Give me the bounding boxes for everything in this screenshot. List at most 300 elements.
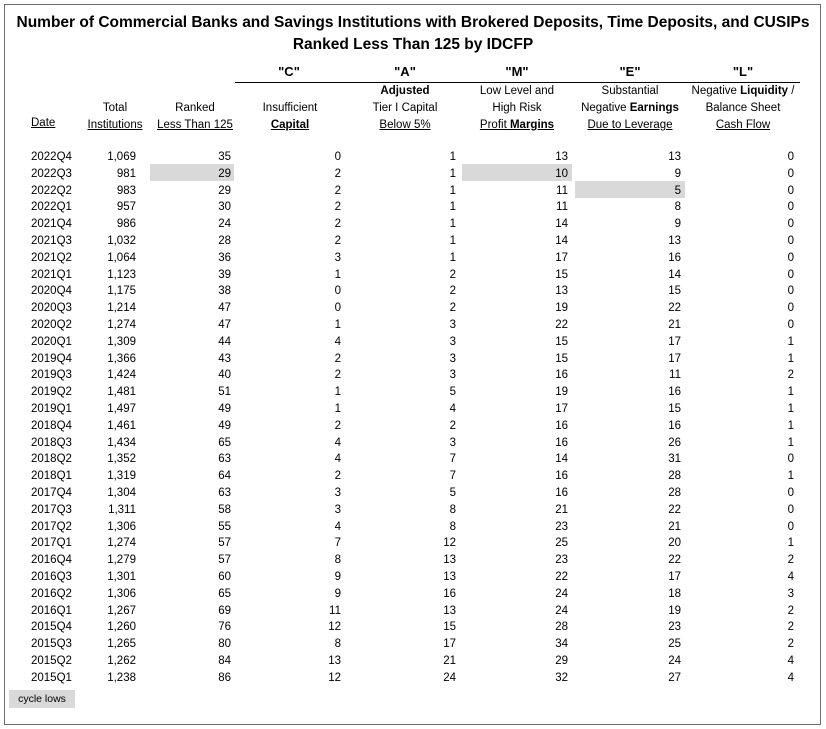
table-row (0, 401, 826, 418)
cell-c: 2 (334, 369, 341, 382)
cell-c: 3 (334, 503, 341, 516)
cell-c: 3 (334, 486, 341, 499)
cell-ranked: 28 (218, 234, 231, 247)
cell-l: 0 (787, 486, 794, 499)
cell-ranked: 49 (218, 402, 231, 415)
table-row (0, 199, 826, 216)
cell-m: 24 (555, 587, 568, 600)
cell-e: 16 (668, 251, 681, 264)
cell-date: 2016Q1 (31, 604, 72, 617)
cell-m: 15 (555, 352, 568, 365)
table-row (0, 334, 826, 351)
header-c-line2: Capital (270, 119, 310, 131)
cell-e: 25 (668, 638, 681, 651)
header-l-line3: Cash Flow (715, 119, 771, 131)
header-l (684, 83, 802, 134)
cell-total: 1,267 (107, 604, 136, 617)
cell-total: 1,306 (107, 587, 136, 600)
cell-ranked: 49 (218, 419, 231, 432)
cell-a: 7 (449, 470, 456, 483)
cell-total: 1,306 (107, 520, 136, 533)
table-row (0, 586, 826, 603)
cell-m: 13 (555, 285, 568, 298)
cell-l: 0 (787, 268, 794, 281)
cell-l: 3 (787, 587, 794, 600)
cell-c: 12 (328, 671, 341, 684)
cell-date: 2019Q3 (31, 369, 72, 382)
header-c (235, 100, 345, 134)
cell-e: 22 (668, 503, 681, 516)
cell-ranked: 47 (218, 302, 231, 315)
cell-total: 986 (116, 218, 136, 231)
cell-ranked: 29 (218, 167, 231, 180)
cell-date: 2015Q3 (31, 638, 72, 651)
cell-m: 25 (555, 537, 568, 550)
cell-total: 1,274 (107, 318, 136, 331)
cell-c: 13 (328, 654, 341, 667)
table-row (0, 485, 826, 502)
cell-e: 23 (668, 621, 681, 634)
header-e-line3: Due to Leverage (587, 119, 673, 131)
header-ranked-line1: Ranked (175, 102, 215, 114)
cell-date: 2019Q1 (31, 402, 72, 415)
header-l-line1c: / (788, 85, 795, 97)
cell-a: 12 (443, 537, 456, 550)
table-row (0, 351, 826, 368)
cell-m: 22 (555, 570, 568, 583)
cell-a: 2 (449, 268, 456, 281)
cell-l: 0 (787, 285, 794, 298)
letter-e: "E" (619, 64, 641, 79)
cell-ranked: 69 (218, 604, 231, 617)
cell-e: 17 (668, 352, 681, 365)
cell-l: 1 (787, 436, 794, 449)
table-row (0, 435, 826, 452)
cell-total: 1,461 (107, 419, 136, 432)
cell-date: 2018Q3 (31, 436, 72, 449)
cell-e: 16 (668, 419, 681, 432)
cell-e: 16 (668, 386, 681, 399)
cell-total: 1,301 (107, 570, 136, 583)
cell-m: 13 (555, 151, 568, 163)
cell-ranked: 40 (218, 369, 231, 382)
cell-ranked: 65 (218, 436, 231, 449)
table-row (0, 535, 826, 552)
cell-c: 2 (334, 470, 341, 483)
cell-m: 15 (555, 335, 568, 348)
cell-c: 8 (334, 638, 341, 651)
table-row (0, 267, 826, 284)
cell-a: 16 (443, 587, 456, 600)
table-row (0, 603, 826, 620)
letter-a: "A" (394, 64, 416, 79)
cell-m: 23 (555, 554, 568, 567)
cell-date: 2016Q4 (31, 554, 72, 567)
cell-m: 10 (555, 167, 568, 180)
cell-a: 1 (449, 218, 456, 231)
cell-a: 2 (449, 302, 456, 315)
cell-m: 21 (555, 503, 568, 516)
cell-m: 16 (555, 486, 568, 499)
cell-total: 1,260 (107, 621, 136, 634)
table-subtitle: Ranked Less Than 125 by IDCFP (292, 36, 534, 53)
cell-e: 20 (668, 537, 681, 550)
cell-ranked: 38 (218, 285, 231, 298)
cell-date: 2017Q2 (31, 520, 72, 533)
legend-cycle-lows: cycle lows (9, 690, 75, 708)
cell-ranked: 44 (218, 335, 231, 348)
cell-e: 8 (674, 201, 681, 214)
cell-l: 1 (787, 419, 794, 432)
cell-e: 24 (668, 654, 681, 667)
cell-ranked: 39 (218, 268, 231, 281)
cell-total: 1,497 (107, 402, 136, 415)
header-a-line1: Adjusted (380, 85, 430, 97)
cell-ranked: 47 (218, 318, 231, 331)
header-e-line1: Substantial (601, 85, 659, 97)
cell-ranked: 80 (218, 638, 231, 651)
cell-a: 21 (443, 654, 456, 667)
cell-m: 16 (555, 419, 568, 432)
cell-a: 3 (449, 352, 456, 365)
cell-c: 12 (328, 621, 341, 634)
cell-e: 22 (668, 302, 681, 315)
cell-total: 981 (116, 167, 136, 180)
cell-m: 19 (555, 386, 568, 399)
cell-total: 957 (116, 201, 136, 214)
header-m-line3a: Profit (479, 119, 510, 131)
cell-date: 2015Q2 (31, 654, 72, 667)
cell-total: 1,032 (107, 234, 136, 247)
cell-c: 1 (334, 402, 341, 415)
cell-c: 7 (334, 537, 341, 550)
cell-c: 0 (334, 151, 341, 163)
header-e (575, 83, 685, 134)
cell-date: 2022Q1 (31, 201, 72, 214)
cell-e: 18 (668, 587, 681, 600)
cell-e: 28 (668, 470, 681, 483)
cell-c: 11 (329, 604, 341, 617)
cell-a: 8 (449, 520, 456, 533)
cell-e: 17 (668, 570, 681, 583)
cell-m: 11 (556, 201, 568, 214)
cell-ranked: 43 (218, 352, 231, 365)
cell-c: 4 (334, 520, 341, 533)
cell-m: 32 (555, 671, 568, 684)
cell-ranked: 86 (218, 671, 231, 684)
cell-total: 983 (116, 184, 136, 197)
cell-date: 2019Q4 (31, 352, 72, 365)
cell-a: 7 (449, 453, 456, 466)
cell-a: 8 (449, 503, 456, 516)
cell-l: 0 (787, 151, 794, 163)
cell-c: 9 (334, 570, 341, 583)
header-e-line2b: Earnings (629, 102, 679, 114)
cell-m: 14 (555, 234, 568, 247)
cell-e: 15 (668, 402, 681, 415)
cell-date: 2020Q2 (31, 318, 72, 331)
cell-l: 2 (787, 554, 794, 567)
cell-ranked: 63 (218, 486, 231, 499)
cell-c: 4 (334, 436, 341, 449)
header-m-line1: Low Level and (479, 85, 555, 97)
cell-c: 4 (334, 453, 341, 466)
cell-date: 2020Q4 (31, 285, 72, 298)
table-row (0, 233, 826, 250)
cell-a: 2 (449, 285, 456, 298)
cell-date: 2018Q1 (31, 470, 72, 483)
cell-a: 4 (449, 402, 456, 415)
cell-a: 1 (449, 234, 456, 247)
cell-a: 1 (449, 251, 456, 264)
cell-m: 16 (555, 369, 568, 382)
cell-m: 34 (555, 638, 568, 651)
cell-e: 9 (674, 218, 681, 231)
cell-l: 1 (787, 352, 794, 365)
table-row (0, 250, 826, 267)
cell-ranked: 36 (218, 251, 231, 264)
table-row (0, 670, 826, 687)
cell-m: 19 (555, 302, 568, 315)
cell-total: 1,366 (107, 352, 136, 365)
header-c-line1: Insufficient (262, 102, 318, 114)
cell-date: 2018Q2 (31, 453, 72, 466)
cell-total: 1,279 (107, 554, 136, 567)
cell-date: 2022Q4 (31, 151, 72, 163)
cell-a: 3 (449, 335, 456, 348)
table-row (0, 619, 826, 636)
cell-a: 13 (443, 554, 456, 567)
cell-e: 26 (668, 436, 681, 449)
header-a-line3: Below 5% (379, 119, 431, 131)
cell-ranked: 30 (218, 201, 231, 214)
cell-e: 11 (669, 369, 681, 382)
cell-e: 15 (668, 285, 681, 298)
header-a (350, 83, 460, 134)
cell-m: 24 (555, 604, 568, 617)
cell-total: 1,238 (107, 671, 136, 684)
cell-c: 1 (334, 318, 341, 331)
header-m (462, 83, 572, 134)
cell-c: 8 (334, 554, 341, 567)
cell-total: 1,304 (107, 486, 136, 499)
cell-c: 2 (334, 201, 341, 214)
header-m-line2: High Risk (492, 102, 542, 114)
cell-ranked: 63 (218, 453, 231, 466)
cell-e: 14 (668, 268, 681, 281)
cell-ranked: 57 (218, 554, 231, 567)
table-row (0, 552, 826, 569)
cell-l: 1 (787, 537, 794, 550)
cell-ranked: 51 (218, 386, 231, 399)
cell-m: 11 (556, 184, 568, 197)
table-row (0, 300, 826, 317)
cell-date: 2016Q2 (31, 587, 72, 600)
cell-c: 2 (334, 419, 341, 432)
cell-m: 15 (555, 268, 568, 281)
cell-m: 16 (555, 436, 568, 449)
cell-a: 1 (449, 151, 456, 163)
header-ranked-line2: Less Than 125 (157, 119, 233, 131)
cell-l: 0 (787, 503, 794, 516)
cell-m: 16 (555, 470, 568, 483)
cell-a: 1 (449, 184, 456, 197)
cell-ranked: 64 (218, 470, 231, 483)
header-total-line2: Institutions (87, 119, 143, 131)
cell-l: 0 (787, 302, 794, 315)
cell-total: 1,214 (107, 302, 136, 315)
cell-total: 1,424 (107, 369, 136, 382)
cell-ranked: 84 (218, 654, 231, 667)
letter-l: "L" (732, 64, 754, 79)
table-title: Number of Commercial Banks and Savings Institutions with Brokered Deposits, Time Deposits, and CUSIPs (16, 14, 810, 31)
cell-l: 1 (787, 386, 794, 399)
cell-total: 1,481 (107, 386, 136, 399)
cell-date: 2022Q2 (31, 184, 72, 197)
cell-e: 31 (668, 453, 681, 466)
cell-e: 19 (668, 604, 681, 617)
cell-c: 2 (334, 234, 341, 247)
cell-date: 2017Q3 (31, 503, 72, 516)
cell-ranked: 65 (218, 587, 231, 600)
table-body (0, 149, 826, 687)
cell-a: 15 (443, 621, 456, 634)
header-l-line2: Balance Sheet (705, 102, 781, 114)
header-e-line2a: Negative (581, 102, 630, 114)
cell-ranked: 58 (218, 503, 231, 516)
cell-ranked: 24 (218, 218, 231, 231)
cell-e: 27 (668, 671, 681, 684)
cell-c: 1 (334, 386, 341, 399)
cell-l: 2 (787, 621, 794, 634)
cell-a: 3 (449, 369, 456, 382)
header-m-line3b: Margins (509, 119, 555, 131)
table-row (0, 367, 826, 384)
cell-l: 2 (787, 604, 794, 617)
cell-l: 4 (787, 654, 794, 667)
cell-total: 1,274 (107, 537, 136, 550)
cell-ranked: 35 (218, 151, 231, 163)
cell-l: 0 (787, 201, 794, 214)
cell-total: 1,069 (107, 151, 136, 163)
table-row (0, 283, 826, 300)
cell-c: 4 (334, 335, 341, 348)
table-row (0, 569, 826, 586)
cell-total: 1,064 (107, 251, 136, 264)
cell-c: 2 (334, 167, 341, 180)
cell-e: 9 (674, 167, 681, 180)
cell-l: 0 (787, 184, 794, 197)
cell-total: 1,352 (107, 453, 136, 466)
cell-m: 23 (555, 520, 568, 533)
cell-a: 5 (449, 386, 456, 399)
cell-l: 1 (787, 470, 794, 483)
cell-l: 1 (787, 402, 794, 415)
cell-a: 13 (443, 570, 456, 583)
cell-a: 5 (449, 486, 456, 499)
cell-l: 0 (787, 318, 794, 331)
cell-m: 14 (555, 453, 568, 466)
table-row (0, 183, 826, 200)
cell-ranked: 55 (218, 520, 231, 533)
cell-c: 0 (334, 285, 341, 298)
cell-total: 1,175 (107, 285, 136, 298)
cell-ranked: 29 (218, 184, 231, 197)
cell-l: 4 (787, 671, 794, 684)
table-row (0, 451, 826, 468)
cell-total: 1,265 (107, 638, 136, 651)
cell-l: 0 (787, 218, 794, 231)
table-row (0, 636, 826, 653)
cell-date: 2021Q1 (31, 268, 72, 281)
cell-c: 0 (334, 302, 341, 315)
cell-date: 2017Q1 (31, 537, 72, 550)
cell-ranked: 60 (218, 570, 231, 583)
cell-date: 2022Q3 (31, 167, 72, 180)
cell-date: 2017Q4 (31, 486, 72, 499)
cell-date: 2021Q2 (31, 251, 72, 264)
cell-l: 0 (787, 520, 794, 533)
cell-e: 21 (668, 520, 681, 533)
table-row (0, 149, 826, 166)
cell-date: 2020Q3 (31, 302, 72, 315)
cell-c: 2 (334, 218, 341, 231)
cell-a: 3 (449, 436, 456, 449)
cell-a: 1 (449, 167, 456, 180)
cell-date: 2016Q3 (31, 570, 72, 583)
cell-total: 1,262 (107, 654, 136, 667)
cell-e: 13 (668, 151, 681, 163)
cell-l: 0 (787, 251, 794, 264)
cell-total: 1,123 (107, 268, 136, 281)
header-total-line1: Total (102, 102, 128, 114)
cell-c: 2 (334, 184, 341, 197)
table-row (0, 384, 826, 401)
cell-m: 22 (555, 318, 568, 331)
cell-total: 1,434 (107, 436, 136, 449)
cell-a: 1 (449, 201, 456, 214)
cell-e: 21 (668, 318, 681, 331)
cell-c: 3 (334, 251, 341, 264)
table-row (0, 502, 826, 519)
cell-l: 0 (787, 167, 794, 180)
cell-c: 2 (334, 352, 341, 365)
cell-a: 3 (449, 318, 456, 331)
cell-date: 2015Q4 (31, 621, 72, 634)
cell-date: 2021Q3 (31, 234, 72, 247)
cell-l: 1 (787, 335, 794, 348)
letter-m: "M" (505, 64, 529, 79)
cell-e: 17 (668, 335, 681, 348)
cell-date: 2018Q4 (31, 419, 72, 432)
cell-m: 14 (555, 218, 568, 231)
cell-l: 4 (787, 570, 794, 583)
cell-m: 17 (555, 402, 568, 415)
cell-l: 2 (787, 638, 794, 651)
cell-total: 1,309 (107, 335, 136, 348)
cell-date: 2020Q1 (31, 335, 72, 348)
table-row (0, 418, 826, 435)
cell-ranked: 76 (218, 621, 231, 634)
header-l-line1b: Liquidity (740, 85, 789, 97)
cell-e: 22 (668, 554, 681, 567)
cell-l: 2 (787, 369, 794, 382)
table-row (0, 653, 826, 670)
cell-a: 2 (449, 419, 456, 432)
cell-l: 0 (787, 453, 794, 466)
cell-c: 1 (334, 268, 341, 281)
cell-e: 28 (668, 486, 681, 499)
